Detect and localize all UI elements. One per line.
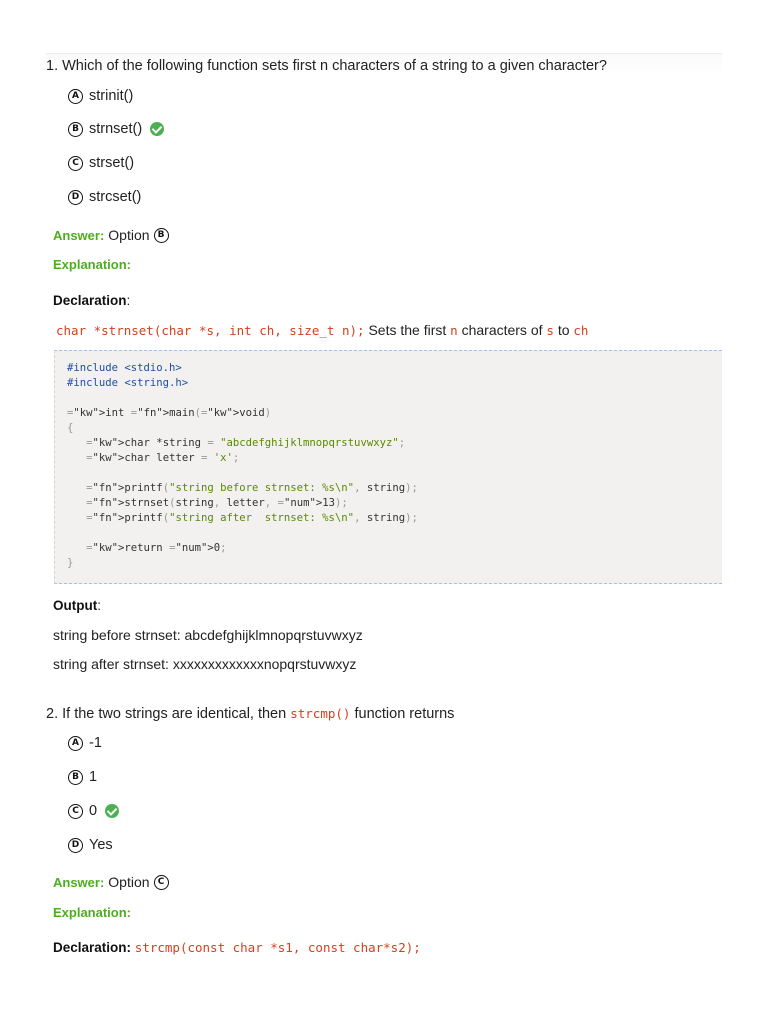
code-line: ="kw">int ="fn">main(="kw">void) (67, 407, 272, 419)
code-line: { (67, 422, 74, 434)
code-line: ="kw">char *string = "abcdefghijklmnopqrstuvwxyz"; (86, 437, 406, 449)
option-text: 1 (89, 769, 98, 785)
question-text: If the two strings are identical, then (62, 706, 287, 722)
code-line: #include <string.h> (67, 377, 189, 389)
option-b[interactable] (68, 769, 97, 785)
option-text: strcset() (89, 189, 142, 205)
declaration-text: characters of (461, 322, 543, 338)
question-text: function returns (354, 706, 455, 722)
code-line (67, 526, 418, 541)
option-c[interactable] (68, 155, 134, 171)
answer-row (53, 874, 169, 890)
question-code: strcmp() (290, 706, 351, 721)
option-d[interactable] (68, 837, 113, 853)
option-c[interactable] (68, 803, 119, 819)
declaration-var-s: s (546, 323, 554, 338)
code-listing (67, 361, 418, 571)
option-text: strnset() (89, 121, 143, 137)
check-icon (150, 122, 164, 136)
option-text: strset() (89, 155, 135, 171)
question-number: 1. (46, 58, 59, 74)
code-line: ="kw">char letter = 'x'; (86, 452, 240, 464)
answer-label: Answer: (53, 874, 105, 890)
check-icon (105, 804, 119, 818)
option-letter-badge: C (68, 804, 83, 819)
question-text: Which of the following function sets first n characters of a string to a given character? (62, 58, 607, 74)
code-line: ="fn">printf("string before strnset: %s\n", string); (86, 482, 418, 494)
option-text: Yes (89, 837, 113, 853)
explanation-label: Explanation: (53, 257, 132, 272)
answer-letter-badge: B (154, 228, 169, 243)
code-line: } (67, 557, 74, 569)
answer-label: Answer: (53, 227, 105, 243)
explanation-label: Explanation: (53, 905, 132, 920)
output-colon: : (97, 598, 101, 613)
code-line (67, 391, 418, 406)
question-number: 2. (46, 706, 59, 722)
declaration-text: Sets the first (368, 322, 447, 338)
declaration-text: to (557, 322, 570, 338)
option-letter-badge: C (68, 156, 83, 171)
answer-prefix: Option (108, 227, 150, 243)
output-label: Output (53, 598, 98, 613)
declaration-heading (53, 293, 130, 308)
code-line: #include <stdio.h> (67, 362, 182, 374)
option-letter-badge: D (68, 190, 83, 205)
output-line: string before strnset: abcdefghijklmnopqrstuvwxyz (53, 627, 363, 643)
option-d[interactable] (68, 189, 141, 205)
option-letter-badge: D (68, 838, 83, 853)
option-letter-badge: B (68, 122, 83, 137)
option-a[interactable] (68, 88, 133, 104)
declaration-colon: : (126, 293, 131, 308)
declaration-label: Declaration: (53, 940, 132, 955)
code-line: ="fn">printf("string after strnset: %s\n", string); (86, 512, 418, 524)
option-letter-badge: A (68, 89, 83, 104)
declaration-var-ch: ch (573, 323, 589, 338)
question-1 (46, 58, 607, 74)
code-line: ="fn">strnset(string, letter, ="num">13); (86, 497, 348, 509)
declaration-label: Declaration (53, 293, 127, 308)
question-2 (46, 706, 454, 722)
option-b[interactable] (68, 121, 164, 137)
code-line (67, 466, 418, 481)
option-letter-badge: B (68, 770, 83, 785)
code-line: ="kw">return ="num">0; (86, 542, 227, 554)
option-text: 0 (89, 803, 98, 819)
declaration-code: char *strnset(char *s, int ch, size_t n); (56, 323, 365, 338)
answer-letter-badge: C (154, 875, 169, 890)
option-text: -1 (89, 735, 102, 751)
declaration-var-n: n (450, 323, 458, 338)
answer-row (53, 227, 169, 243)
answer-prefix: Option (108, 874, 150, 890)
option-a[interactable] (68, 735, 102, 751)
declaration-line (56, 322, 588, 338)
output-heading (53, 598, 101, 613)
output-line: string after strnset: xxxxxxxxxxxxxnopqrstuvwxyz (53, 656, 357, 672)
code-block[interactable] (54, 350, 722, 584)
option-text: strinit() (89, 88, 134, 104)
declaration-line (53, 940, 421, 955)
option-letter-badge: A (68, 736, 83, 751)
declaration-code: strcmp(const char *s1, const char*s2); (134, 940, 421, 955)
